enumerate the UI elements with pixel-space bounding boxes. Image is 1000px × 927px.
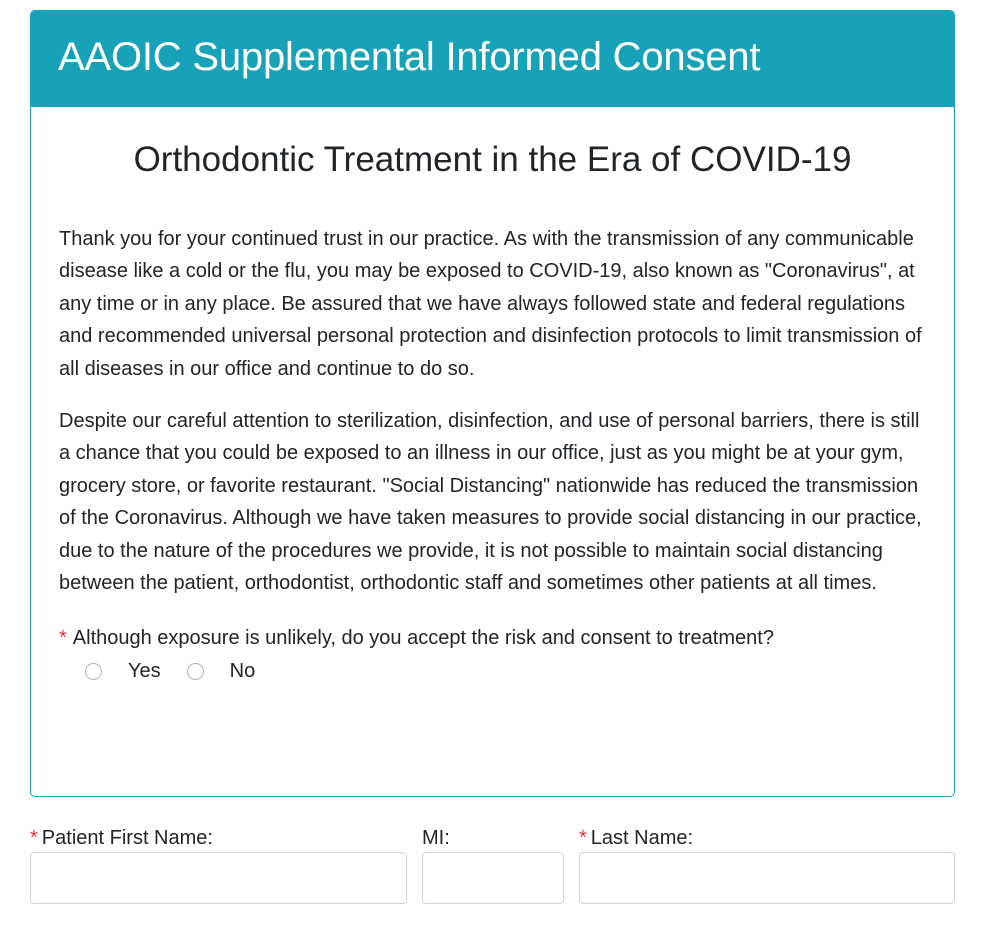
paragraph-intro: Thank you for your continued trust in our practice. As with the transmission of any communicable disease like a cold or the flu, you may be exposed to COVID-19, also known as "Coronavirus", at any time or in any place. Be assured that we have always followed state and federal regulations and recommended universal personal protection and disinfection protocols to limit transmission of all diseases in our office and continue to do so. [59,228,922,380]
mi-label [422,825,450,851]
consent-question [59,623,926,653]
required-asterisk: * [30,827,38,849]
no-radio[interactable] [187,663,204,680]
page-subtitle: Orthodontic Treatment in the Era of COVID-19 [133,140,852,179]
paragraph-distancing: Despite our careful attention to sterilization, disinfection, and use of personal barriers, there is still a chance that you could be exposed to an illness in our office, just as you might be at your gym, grocery store, or favorite restaurant. "Social Distancing" nationwide has reduced the transmission of the Coronavirus. Although we have taken measures to provide social distancing in our practice, due to the nature of the procedures we provide, it is not possible to maintain social distancing between the patient, orthodontist, orthodontic staff and sometimes other patients at all times. [59,410,922,595]
last-name-input[interactable] [579,852,955,904]
last-name-label [579,825,693,851]
last-name-label-text: Last Name: [590,827,694,849]
card-header [31,11,954,107]
required-asterisk: * [59,627,67,650]
yes-radio-label[interactable]: Yes [128,660,161,683]
header-title: AAOIC Supplemental Informed Consent [58,35,761,79]
mi-label-text: MI: [422,827,450,849]
first-name-label [30,825,213,851]
consent-question-text: Although exposure is unlikely, do you accept the risk and consent to treatment? [72,627,774,650]
required-asterisk: * [579,827,587,849]
card-body [31,139,954,686]
yes-radio[interactable] [85,663,102,680]
consent-radio-group [59,656,926,686]
mi-input[interactable] [422,852,564,904]
first-name-input[interactable] [30,852,407,904]
first-name-label-text: Patient First Name: [41,827,213,849]
consent-card [30,10,955,797]
no-radio-label[interactable]: No [229,660,256,683]
